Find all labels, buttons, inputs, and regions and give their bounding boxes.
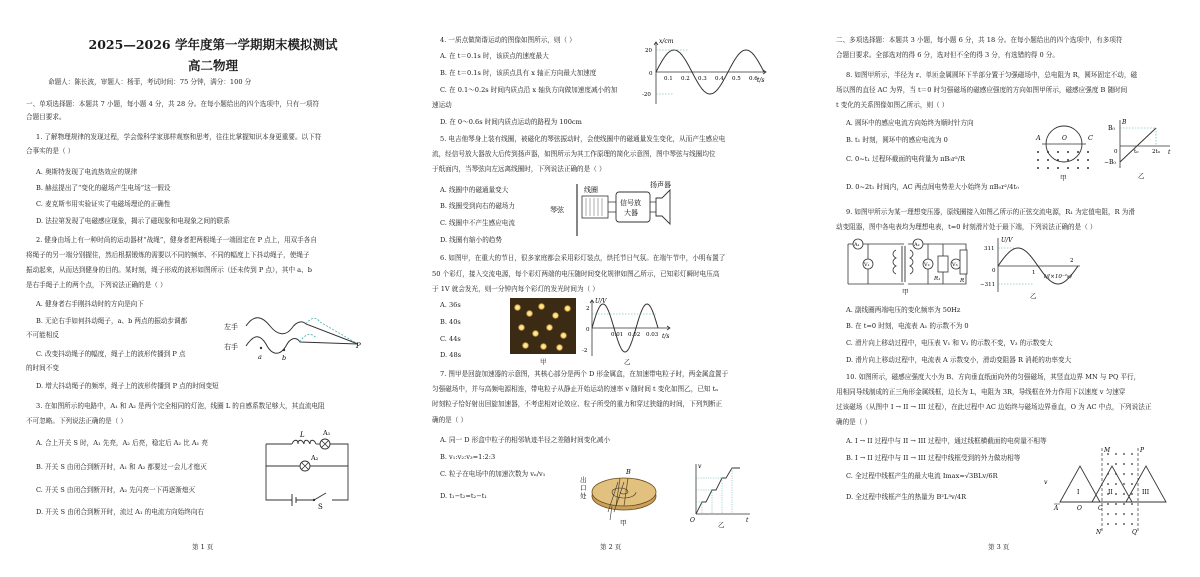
figure-jia-label: 甲 [540, 358, 547, 366]
y-axis-label: x/cm [659, 38, 674, 45]
y-top-tick: 311 [984, 246, 995, 252]
p2-line: D. t₁−t₂=t₂−t₁ [440, 492, 487, 500]
p3-line: C. 全过程中线框产生的最大电流 Imax=√3BLv/6R [846, 472, 998, 480]
p3-line: A. 圆环中的感应电流方向始终为顺时针方向 [846, 119, 974, 127]
p3-line: 用相同导线制成的正三角形金属线框，边长为 L，电阻为 3R，导线框在外力作用下以速度 v 匀速穿 [836, 388, 1126, 396]
field-dot [1037, 167, 1039, 169]
resistor-r1-label: R₁ [934, 276, 941, 282]
p3-line: 合题目要求。全部选对的得 6 分，选对但不全的得 3 分，有选错的得 0 分。 [836, 51, 1059, 59]
p2-line: C. 44s [440, 335, 461, 343]
p1-line: 1. 了解物理规律的发现过程，学会像科学家那样观察和思考，往往比掌握知识本身更重要。以下符 [36, 133, 322, 141]
p1-line: B. 无论右手如何抖动绳子，a、b 两点的振动步调都 [36, 317, 188, 325]
p3-line: B. 在 t=0 时刻，电流表 A₁ 的示数不为 0 [846, 322, 969, 330]
field-dot [1123, 463, 1125, 465]
p2-line: 50 个彩灯，接入交流电源，每个彩灯两端的电压随时间变化规律如图乙所示，已知彩灯瞬时电压高 [432, 270, 720, 278]
p2-line: 6. 如图甲，在重大的节日，很多家庭都会采用彩灯装点，烘托节日气氛。在端午节中，小明布置了 [440, 254, 726, 262]
p2-line: 7. 图甲是回旋加速器的示意图，其核心部分是两个 D 形金属盒，在加速带电粒子时，两金属盒置于 [440, 370, 729, 378]
p3-line: 场以图的直径 AC 为界，当 t＝0 时匀强磁场的磁感应强度的方向如图甲所示，磁感应强度 B 随时间 [836, 86, 1128, 94]
x-tick: 0.01 [611, 332, 624, 338]
source-voltage-graph [980, 236, 1084, 300]
x-tick: 0.2 [681, 76, 690, 82]
label-v: v [1044, 479, 1048, 486]
velocity-time-graph [690, 462, 752, 528]
field-dot [1087, 167, 1089, 169]
y-bottom-tick: −311 [980, 282, 996, 288]
voltmeter-v1-label: V₁ [864, 262, 870, 268]
field-dot [1107, 473, 1109, 475]
x-tick: 1 [1032, 270, 1036, 276]
p2-line: A. 36s [440, 301, 461, 309]
label-M: M [1104, 447, 1111, 454]
field-b-label: B [626, 468, 631, 476]
p3-line: 二、多项选择题：本题共 3 小题，每小题 6 分，共 18 分。在每小题给出的四个选项中，有多项符 [836, 36, 1123, 44]
subject-title: 高二物理 [187, 58, 238, 73]
p2-line: B. v₁:v₂:v₃=1:2:3 [440, 453, 496, 461]
y-tick: 20 [645, 48, 652, 54]
y-tick: 0 [649, 71, 653, 77]
p2-line: C. 在 0.1～0.2s 时间内质点沿 x 轴负方向做加速度减小的加 [440, 86, 618, 94]
p1-line: 不可忽略。下列说法正确的是（ ） [26, 417, 128, 425]
x-tick: 0.4 [715, 76, 724, 82]
figure-yi-label: 乙 [1138, 172, 1145, 180]
p3-line: B. I → II 过程中与 II → III 过程中线框受到的外力做功相等 [846, 454, 1021, 462]
right-hand-label: 右手 [224, 343, 238, 351]
y-tick: 0 [586, 327, 590, 333]
field-dot [1123, 483, 1125, 485]
p1-line: 是右手绳子上的两个点，下列说法正确的是（ ） [26, 281, 167, 289]
outlet-label: 出 [580, 476, 587, 484]
x-tick: 0.1 [664, 76, 673, 82]
switch-label: S [318, 503, 323, 511]
field-dot [1115, 513, 1117, 515]
b0-tick: B₀ [1108, 125, 1115, 132]
p2-line: D. 48s [440, 351, 462, 359]
p1-line: A. 健身者右手刚抖动时的方向是向下 [36, 300, 144, 308]
p2-line: 匀强磁场中，并与高频电源相连，带电粒子从静止开始运动的速率 v 随时间 t 变化如图乙，已知 tₙ [432, 385, 719, 393]
field-dot [1123, 513, 1125, 515]
lantern-bulb [546, 324, 553, 331]
lantern-bulb [538, 303, 545, 310]
transformer-circuit [844, 236, 970, 296]
x-axis-label: t/(×10⁻²s) [1044, 274, 1072, 280]
lantern-bulb [540, 343, 547, 350]
x-tick: 0 [992, 268, 996, 274]
field-dot [1115, 483, 1117, 485]
label-N: N [1096, 529, 1102, 536]
lantern-bulb [564, 305, 571, 312]
x-tick: 0.02 [628, 332, 641, 338]
point-c-label: C [1088, 134, 1093, 142]
field-dot [1047, 151, 1049, 153]
point-o-label: O [1062, 135, 1067, 142]
p1-line: C. 麦克斯韦用实验证实了电磁场理论的正确性 [36, 200, 171, 208]
p1-line: 2. 健身由场上有一种时尚的运动器材“战绳”，健身者把两根绳子一端固定在 P 点上，用双手各自 [36, 236, 317, 244]
guitar-pickup-figure [550, 180, 680, 240]
figure-jia-label: 甲 [902, 288, 909, 296]
p2-line: D. 在 0～0.6s 时间内质点运动的路程为 100cm [440, 118, 582, 126]
exam-title: 2025—2026 学年度第一学期期末模拟测试 [88, 37, 338, 52]
field-dot [1123, 473, 1125, 475]
label-O: O [1077, 505, 1082, 512]
p3-line: D. 滑片向上移动过程中，电流表 A 示数变小，滑动变阻器 R 消耗的功率变大 [846, 356, 1072, 364]
lantern-bulb [560, 332, 567, 339]
point-b-label: b [282, 354, 287, 362]
label-II: II [1108, 489, 1113, 496]
p2-line: 4. 一质点做简谐运动的图像如图所示，则（ ） [440, 36, 576, 44]
field-dot [1131, 473, 1133, 475]
field-dot [1087, 151, 1089, 153]
lantern-bulb [526, 310, 533, 317]
field-dot [1057, 159, 1059, 161]
y-tick: 2 [586, 306, 590, 312]
p2-line: 确的是（ ） [432, 416, 468, 424]
oscillation-graph [642, 36, 772, 112]
p1-line: C. 开关 S 由闭合到断开时，A₂ 先闪亮一下再逐渐熄灭 [36, 486, 196, 494]
field-dot [1037, 151, 1039, 153]
label-C: C [1098, 505, 1103, 512]
p3-line: D. 全过程中线框产生的热量为 B²L³v/4R [846, 493, 967, 501]
t-axis-label: t [1168, 149, 1171, 156]
field-dot [1123, 503, 1125, 505]
field-dot [1047, 159, 1049, 161]
inductor-circuit-figure [262, 430, 352, 510]
p1-line: B. 赫兹提出了“变化的磁场产生电场”这一假设 [36, 184, 171, 192]
p3-line: 过该磁场（从图中 I → II → III 过程），在此过程中 AC 边始终与磁场边界垂直，O 为 AC 中点，下列说法正 [836, 403, 1152, 411]
p2-line: A. 在 t＝0.1s 时，该质点的速度最大 [440, 52, 549, 60]
b-axis-label: B [1122, 119, 1127, 126]
p3-line: t 变化的关系图像如图乙所示，则（ ） [836, 101, 949, 109]
field-dot [1107, 483, 1109, 485]
p2-line: B. 在 t＝0.1s 时，该质点具有 x 轴正方向最大加速度 [440, 69, 597, 77]
field-dot [1131, 453, 1133, 455]
inductor-label: L [300, 431, 305, 439]
field-dot [1077, 151, 1079, 153]
field-dot [1131, 513, 1133, 515]
battle-rope-figure [224, 308, 364, 362]
label-P: P [1140, 447, 1145, 454]
p2-line: B. 40s [440, 318, 461, 326]
page-3-footer: 第 3 页 [988, 543, 1010, 551]
field-dot [1077, 159, 1079, 161]
label-III: III [1142, 489, 1150, 496]
figure-jia-label: 甲 [620, 519, 627, 527]
field-dot [1107, 463, 1109, 465]
origin-label: O [690, 517, 695, 524]
field-dot [1115, 473, 1117, 475]
x-axis-label: t/s [662, 333, 670, 340]
lantern-bulb [556, 344, 563, 351]
field-dot [1115, 503, 1117, 505]
outlet-label: 口 [580, 484, 587, 492]
point-a-label: A [1036, 134, 1041, 142]
lantern-bulb [514, 304, 521, 311]
p2-line: 流，经信号放大器放大后传到扬声器，如图所示为其工作原理的简化示意图，图中琴弦与线圈均位 [432, 150, 716, 158]
page-1 [26, 0, 398, 577]
x-tick: 0.6 [749, 76, 758, 82]
b-t-graph [1104, 118, 1174, 180]
lantern-bulb [552, 312, 559, 319]
t-axis-label: t [746, 517, 749, 524]
rheostat-r-label: R [960, 278, 965, 284]
p1-line: 将绳子的另一端分别握住，然后根据锻炼的需要以不同的频率、不同的幅度上下抖动绳子，使绳子 [26, 251, 310, 259]
field-dot [1115, 523, 1117, 525]
point-a-label: a [258, 353, 262, 361]
field-dot [1131, 523, 1133, 525]
p3-line: A. I → II 过程中与 II → III 过程中，通过线框横截面的电荷量不相等 [846, 437, 1047, 445]
lantern-photo [510, 298, 576, 354]
p1-line: 的时间不变 [26, 364, 59, 372]
figure-yi-label: 乙 [1030, 292, 1037, 300]
p2-line: A. 线圈中的磁通量变大 [440, 186, 509, 194]
p1-line: 3. 在如图所示的电路中，A₁ 和 A₂ 是两个完全相同的灯泡，线圈 L 的自感系数足够大，其直流电阻 [36, 402, 325, 410]
figure-yi-label: 乙 [718, 521, 725, 529]
p1-line: 振动起来，从而达到健身的目的。某时刻，绳子形成的波形如图所示（还未传到 P 点），其中 a、b [26, 266, 312, 274]
cyclotron-figure [580, 462, 660, 526]
triangle-frame-figure [1042, 444, 1172, 536]
p3-line: 10. 如图所示，磁感应强度大小为 B、方向垂直纸面向外的匀强磁场，其竖直边界 MN 与 PQ 平行， [846, 373, 1141, 381]
page-2-footer: 第 2 页 [600, 543, 622, 551]
x-tick: 0.3 [698, 76, 707, 82]
p2-line: 时刻粒子恰好射出回旋加速器，不考虑相对论效应、粒子所受的重力和穿过狭缝的时间，下列判断正 [432, 400, 723, 408]
left-hand-label: 左手 [224, 323, 238, 331]
p1-line: A. 合上开关 S 时，A₁ 先亮，A₂ 后亮，稳定后 A₂ 比 A₁ 亮 [36, 439, 208, 447]
field-dot [1123, 523, 1125, 525]
p2-line: C. 粒子在电场中的加速次数为 vₙ/v₁ [440, 470, 546, 478]
field-dot [1131, 503, 1133, 505]
ammeter-a2-label: A₂ [914, 242, 920, 248]
x-tick: 0.03 [646, 332, 659, 338]
outlet-label: 处 [580, 492, 587, 500]
p1-line: C. 改变抖动绳子的幅度，绳子上的波形传播到 P 点 [36, 350, 186, 358]
x-tick: 2 [1070, 258, 1074, 264]
page-1-footer: 第 1 页 [192, 543, 214, 551]
t0-tick: t₀ [1134, 149, 1139, 155]
lamp-a2-label: A₂ [311, 454, 319, 462]
lantern-bulb [522, 342, 529, 349]
p3-line: 动变阻器，图中各电表均为理想电表，t=0 时刻滑片处于最下端，下列说法正确的是（ ） [836, 223, 1097, 231]
p2-line: 于 1V 就会发光，则一分钟内每个彩灯的发光时间为（ ） [432, 285, 599, 293]
p2-line: C. 线圈中不产生感应电流 [440, 219, 515, 227]
field-dot [1067, 151, 1069, 153]
p1-line: D. 开关 S 由闭合到断开时，流过 A₁ 的电流方向始终向右 [36, 508, 205, 516]
p1-line: 合题目要求。 [26, 113, 66, 121]
coil-label: 线圈 [584, 186, 598, 194]
lamp-a1-label: A₁ [323, 429, 331, 437]
voltmeter-v3-label: V₃ [952, 262, 958, 268]
field-dot [1131, 463, 1133, 465]
p3-line: A. 副线圈两端电压的变化频率为 50Hz [846, 306, 961, 314]
voltmeter-v2-label: V₂ [924, 262, 930, 268]
p2-line: B. 线圈受到向右的磁场力 [440, 202, 515, 210]
field-dot [1115, 493, 1117, 495]
field-dot [1107, 513, 1109, 515]
p1-line: 一、单项选择题：本题共 7 小题，每小题 4 分，共 28 分。在每小题给出的四个选项中，只有一项符 [26, 100, 320, 108]
field-dot [1057, 167, 1059, 169]
x-tick: 0.5 [732, 76, 741, 82]
field-dot [1087, 159, 1089, 161]
y-axis-label: U/V [595, 298, 607, 305]
p1-line: 合事实的是（ ） [26, 147, 75, 155]
y-axis-label: U/V [1001, 237, 1013, 244]
field-dot [1107, 523, 1109, 525]
field-dot [1131, 493, 1133, 495]
neg-b0-tick: −B₀ [1104, 159, 1116, 166]
page-3 [836, 0, 1176, 577]
p2-line: A. 同一 D 形盒中粒子的相邻轨迹半径之差随时间变化减小 [440, 436, 611, 444]
p1-line: D. 法拉第发现了电磁感应现象，揭示了磁现象和电现象之间的联系 [36, 217, 230, 225]
p2-line: 5. 电吉他琴身上装有线圈，被磁化的琴弦振动时，会使线圈中的磁通量发生变化，从而产生感应电 [440, 135, 726, 143]
x-axis-label: t/s [757, 77, 765, 84]
field-dot [1131, 483, 1133, 485]
p2-line: D. 线圈有缩小的趋势 [440, 236, 502, 244]
p1-line: D. 增大抖动绳子的频率，绳子上的波形传播到 P 点的时间变短 [36, 382, 219, 390]
v-axis-label: v [698, 463, 702, 470]
p1-line: A. 奥斯特发现了电流热效应的规律 [36, 168, 138, 176]
p3-line: 确的是（ ） [836, 418, 872, 426]
field-dot [1115, 463, 1117, 465]
p1-line: 不可能相反 [26, 331, 59, 339]
field-dot [1057, 151, 1059, 153]
p2-line: 于纸面内，当琴弦向左远离线圈时，下列说法正确的是（ ） [432, 165, 606, 173]
figure-jia-label: 甲 [1060, 174, 1067, 182]
field-dot [1067, 167, 1069, 169]
p3-line: 9. 如图甲所示为某一理想变压器，原线圈接入如图乙所示的正弦交流电源，R₁ 为定值电阻，R 为滑 [846, 208, 1135, 216]
field-dot [1037, 159, 1039, 161]
lantern-bulb [532, 330, 539, 337]
field-dot [1067, 159, 1069, 161]
p2-line: 速运动 [432, 101, 452, 109]
field-dot [1123, 493, 1125, 495]
lantern-bulb [518, 324, 525, 331]
speaker-label: 扬声器 [650, 181, 671, 189]
field-dot [1077, 167, 1079, 169]
amplifier-label: 大器 [624, 209, 638, 217]
exam-meta: 命题人：陈长波，审题人：杨菲，考试时间：75 分钟，满分：100 分 [48, 78, 252, 86]
point-p-label: P [356, 342, 361, 350]
amplifier-label: 信号放 [620, 199, 641, 207]
p1-line: B. 开关 S 由闭合到断开时，A₁ 和 A₂ 都要过一会儿才熄灭 [36, 463, 207, 471]
y-tick: -20 [642, 92, 651, 98]
ring-field-figure [1032, 116, 1098, 182]
field-dot [1115, 453, 1117, 455]
p3-line: 8. 如图甲所示，半径为 r、单匝金属圆环下半部分置于匀强磁场中，总电阻为 R，圆环固定不动，磁 [846, 71, 1138, 79]
p3-line: B. t₁ 时刻，圆环中的感应电流为 0 [846, 136, 948, 144]
y-tick: -2 [582, 348, 588, 354]
voltage-graph [582, 296, 677, 366]
page-2 [432, 0, 794, 577]
zero-tick: 0 [1114, 149, 1118, 155]
field-dot [1047, 167, 1049, 169]
label-I: I [1077, 489, 1080, 496]
p3-line: D. 0~2t₁ 时间内，AC 两点间电势差大小始终为 πB₀r²/4t₀ [846, 183, 1019, 191]
label-Q: Q [1132, 529, 1137, 536]
ammeter-a1-label: A₁ [854, 242, 860, 248]
p3-line: C. 滑片向上移动过程中，电压表 V₁ 和 V₂ 的示数不变，V₃ 的示数变大 [846, 339, 1053, 347]
field-dot [1123, 453, 1125, 455]
figure-yi-label: 乙 [624, 358, 631, 366]
label-A: A [1054, 505, 1059, 512]
2t0-tick: 2t₀ [1152, 149, 1160, 155]
field-dot [1107, 503, 1109, 505]
string-label: 琴弦 [550, 206, 564, 214]
p3-line: C. 0~t₁ 过程环截面的电荷量为 πB₀r²/R [846, 155, 965, 163]
